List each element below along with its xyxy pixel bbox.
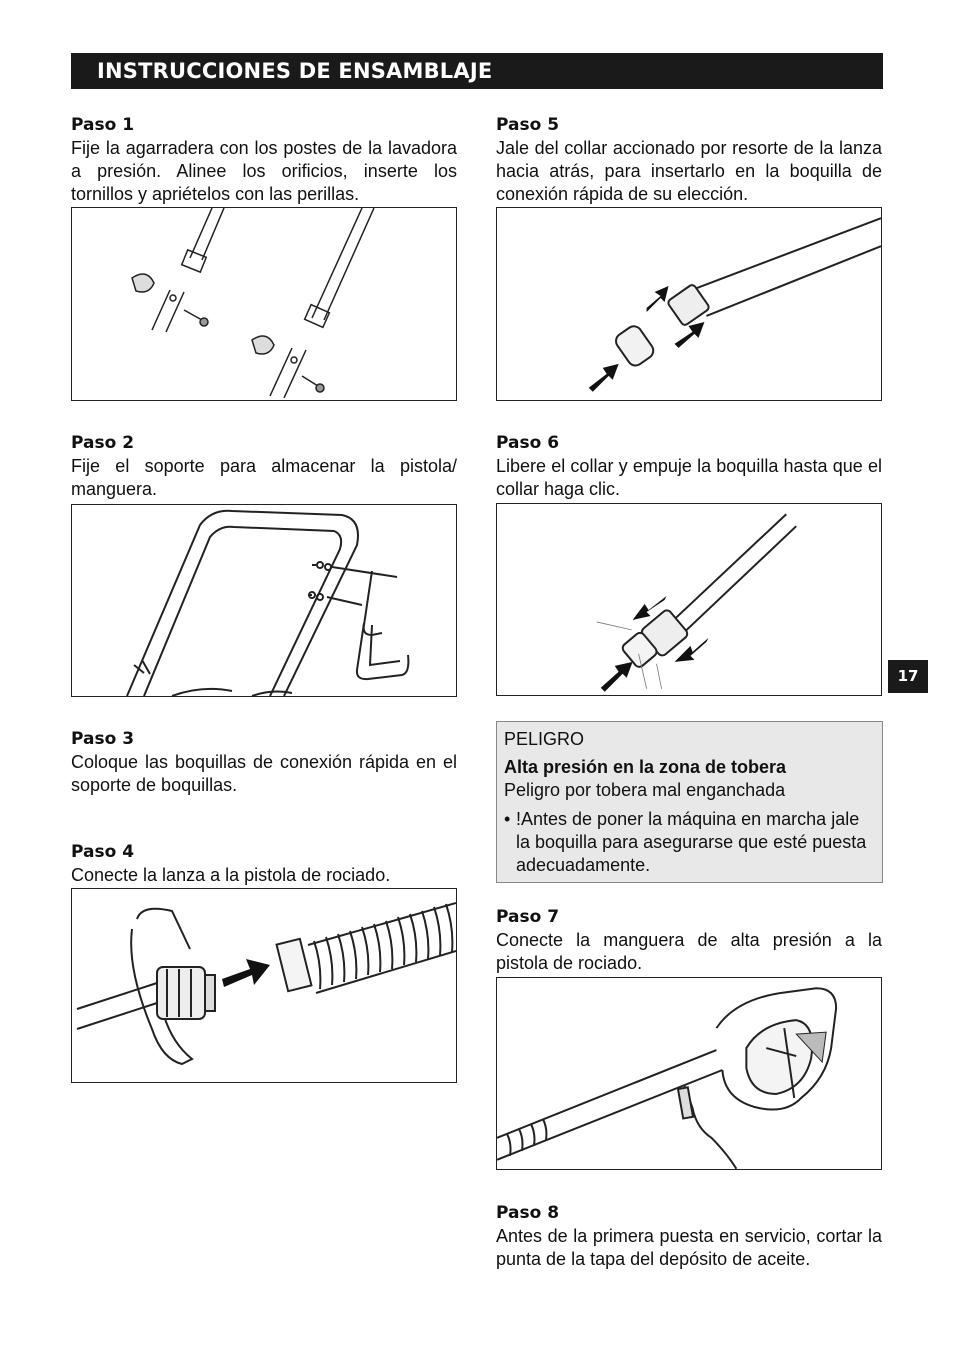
step-1-text: Fije la agarradera con los postes de la lavadora a presión. Alinee los orificios, inserte los tornillos y apriételos con las perillas.	[71, 138, 457, 204]
step-8	[496, 1202, 882, 1271]
step-5-illustration	[496, 207, 882, 401]
page-number: 17	[888, 660, 928, 693]
step-6-text: Libere el collar y empuje la boquilla hasta que el collar haga clic.	[496, 456, 882, 499]
step-7-text: Conecte la manguera de alta presión a la pistola de rociado.	[496, 930, 882, 973]
step-6	[496, 432, 882, 501]
step-2-illustration	[71, 504, 457, 697]
step-4-title: Paso 4	[71, 842, 135, 862]
lance-gun-connection-drawing	[72, 889, 456, 1082]
handle-posts-drawing	[72, 208, 456, 400]
step-2-title: Paso 2	[71, 433, 135, 453]
step-2-text: Fije el soporte para almacenar la pistola/ manguera.	[71, 456, 457, 499]
section-title: INSTRUCCIONES DE ENSAMBLAJE	[97, 59, 493, 83]
danger-bullet	[504, 808, 878, 877]
danger-description: Peligro por tobera mal enganchada	[504, 780, 786, 800]
step-4	[71, 841, 457, 887]
step-3-text: Coloque las boquillas de conexión rápida en el soporte de boquillas.	[71, 752, 457, 795]
step-8-text: Antes de la primera puesta en servicio, cortar la punta de la tapa del depósito de aceite.	[496, 1226, 882, 1269]
step-4-text: Conecte la lanza a la pistola de rociado.	[71, 865, 391, 885]
step-4-illustration	[71, 888, 457, 1083]
step-7-title: Paso 7	[496, 907, 560, 927]
step-2	[71, 432, 457, 501]
step-3-title: Paso 3	[71, 729, 135, 749]
bullet-mark: •	[504, 809, 511, 829]
danger-bullet-text: !Antes de poner la máquina en marcha jale la boquilla para asegurarse que esté puesta adecuadamente.	[516, 809, 867, 875]
danger-warning-box	[496, 721, 883, 883]
step-6-illustration	[496, 503, 882, 696]
step-7-illustration	[496, 977, 882, 1170]
step-5-title: Paso 5	[496, 115, 560, 135]
danger-title: PELIGRO	[504, 729, 585, 749]
holster-bracket-drawing	[72, 505, 456, 696]
step-3	[71, 728, 457, 797]
nozzle-click-drawing	[497, 504, 881, 695]
step-6-title: Paso 6	[496, 433, 560, 453]
section-header	[71, 53, 883, 89]
step-1-title: Paso 1	[71, 115, 135, 135]
nozzle-collar-pull-drawing	[497, 208, 881, 400]
step-5	[496, 114, 882, 206]
danger-subtitle: Alta presión en la zona de tobera	[504, 757, 787, 777]
step-1-illustration	[71, 207, 457, 401]
step-5-text: Jale del collar accionado por resorte de la lanza hacia atrás, para insertarlo en la boquilla de conexión rápida de su elección.	[496, 138, 882, 204]
step-8-title: Paso 8	[496, 1203, 560, 1223]
hose-coils	[308, 903, 456, 993]
hose-to-gun-drawing	[497, 978, 881, 1169]
step-7	[496, 906, 882, 975]
step-1	[71, 114, 457, 206]
